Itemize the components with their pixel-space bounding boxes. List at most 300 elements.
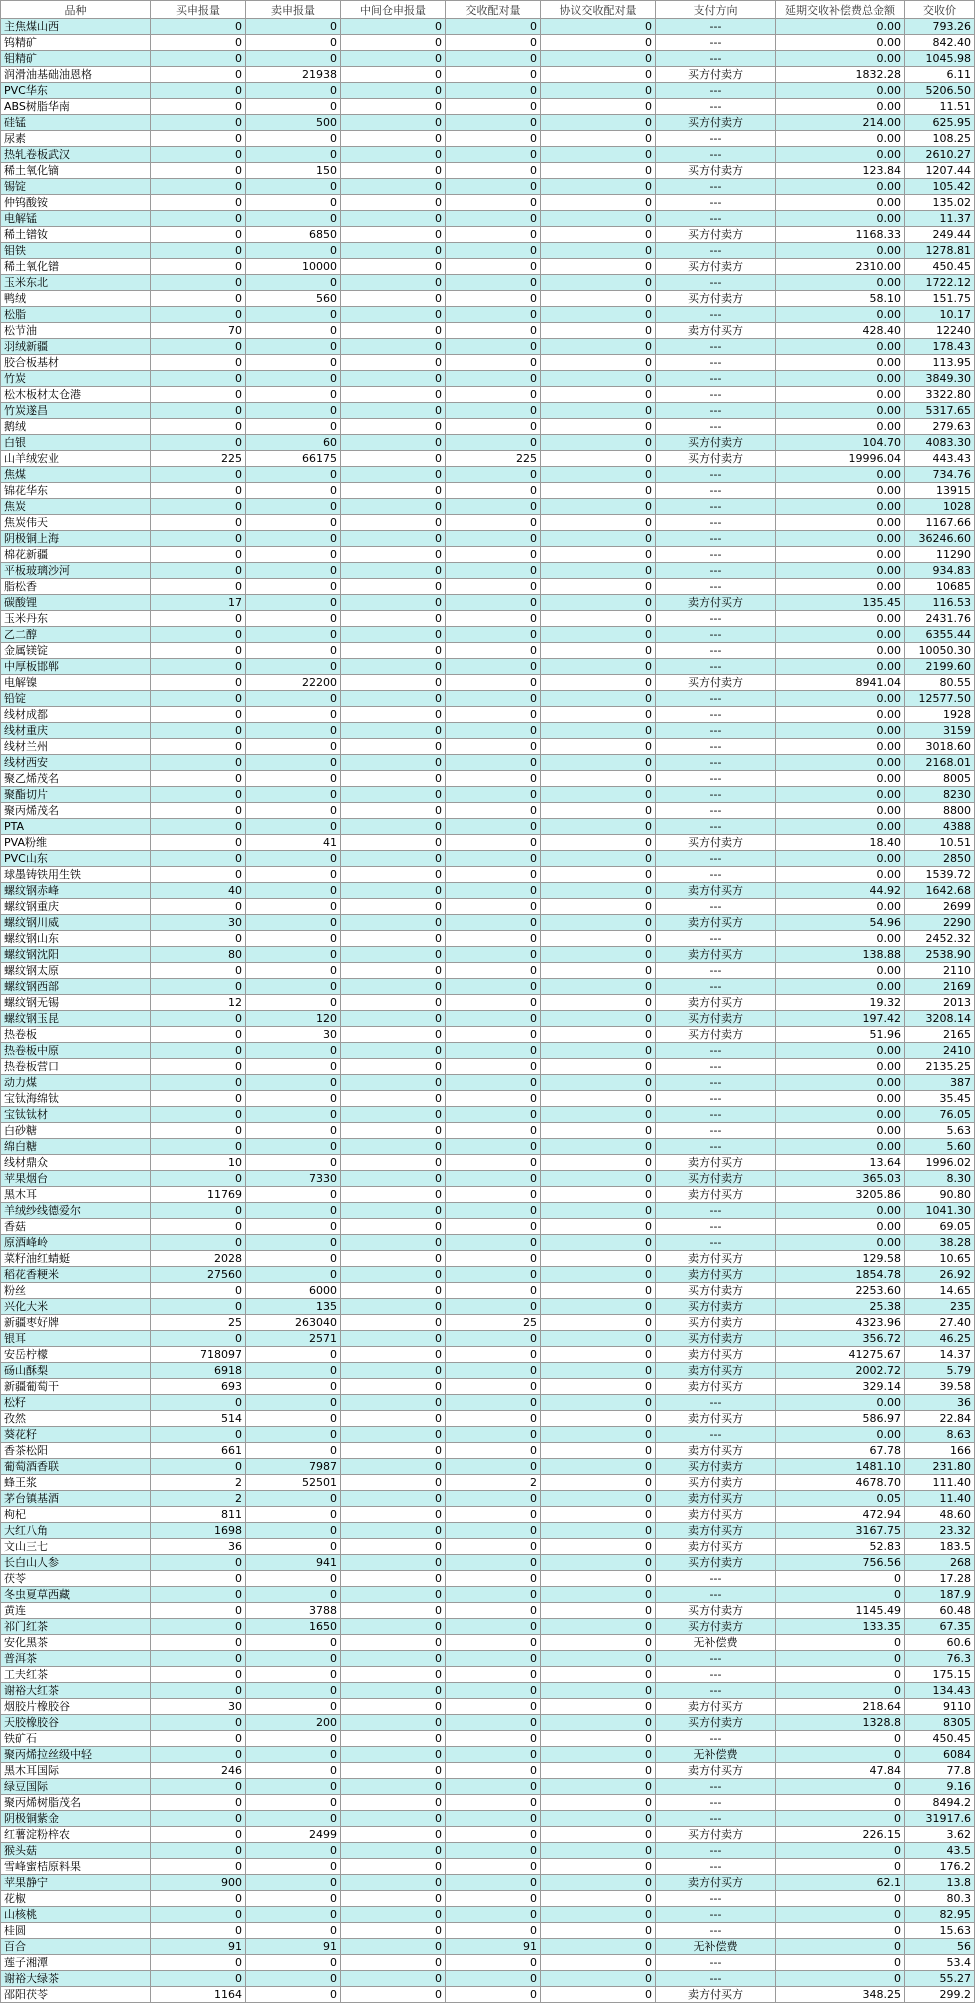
intermediate-quantity-cell: 0: [341, 995, 446, 1011]
compensation-amount-cell: 104.70: [776, 435, 905, 451]
delivery-price-cell: 151.75: [905, 291, 975, 307]
agreement-matched-cell: 0: [541, 1795, 656, 1811]
variety-cell: 脂松香: [1, 579, 151, 595]
sell-quantity-cell: 0: [246, 1891, 341, 1907]
table-body: [1, 19, 975, 2003]
buy-quantity-cell: 0: [151, 1891, 246, 1907]
delivery-price-cell: 5206.50: [905, 83, 975, 99]
matched-quantity-cell: 0: [446, 803, 541, 819]
payment-direction-cell: ---: [656, 1427, 776, 1443]
compensation-amount-cell: 0.00: [776, 131, 905, 147]
compensation-amount-cell: 135.45: [776, 595, 905, 611]
delivery-price-cell: 187.9: [905, 1587, 975, 1603]
delivery-price-cell: 5317.65: [905, 403, 975, 419]
agreement-matched-cell: 0: [541, 227, 656, 243]
table-row: [1, 1123, 975, 1139]
variety-cell: 菜籽油红蜻蜓: [1, 1251, 151, 1267]
buy-quantity-cell: 900: [151, 1875, 246, 1891]
payment-direction-cell: ---: [656, 979, 776, 995]
agreement-matched-cell: 0: [541, 1299, 656, 1315]
matched-quantity-column-header: 交收配对量: [446, 1, 541, 19]
table-row: [1, 211, 975, 227]
compensation-amount-cell: 0.00: [776, 371, 905, 387]
intermediate-quantity-cell: 0: [341, 611, 446, 627]
sell-quantity-cell: 0: [246, 131, 341, 147]
payment-direction-cell: ---: [656, 1923, 776, 1939]
buy-quantity-cell: 0: [151, 979, 246, 995]
table-row: [1, 1011, 975, 1027]
compensation-amount-cell: 2310.00: [776, 259, 905, 275]
agreement-matched-cell: 0: [541, 979, 656, 995]
payment-direction-cell: ---: [656, 387, 776, 403]
table-row: [1, 611, 975, 627]
sell-quantity-cell: 0: [246, 1491, 341, 1507]
buy-quantity-cell: 0: [151, 1139, 246, 1155]
delivery-price-cell: 17.28: [905, 1571, 975, 1587]
variety-cell: 山核桃: [1, 1907, 151, 1923]
compensation-amount-cell: 0.00: [776, 899, 905, 915]
buy-quantity-cell: 0: [151, 1955, 246, 1971]
table-row: [1, 1459, 975, 1475]
intermediate-quantity-cell: 0: [341, 1699, 446, 1715]
buy-quantity-cell: 2: [151, 1475, 246, 1491]
payment-direction-cell: ---: [656, 627, 776, 643]
payment-direction-cell: ---: [656, 131, 776, 147]
intermediate-quantity-cell: 0: [341, 1635, 446, 1651]
intermediate-quantity-cell: 0: [341, 819, 446, 835]
agreement-matched-cell: 0: [541, 1251, 656, 1267]
agreement-matched-cell: 0: [541, 1411, 656, 1427]
agreement-matched-cell: 0: [541, 947, 656, 963]
delivery-price-cell: 15.63: [905, 1923, 975, 1939]
delivery-price-cell: 31917.6: [905, 1811, 975, 1827]
agreement-matched-cell: 0: [541, 1891, 656, 1907]
sell-quantity-cell: 0: [246, 1155, 341, 1171]
compensation-amount-cell: 0.00: [776, 499, 905, 515]
variety-cell: 天胶橡胶谷: [1, 1715, 151, 1731]
delivery-price-cell: 2452.32: [905, 931, 975, 947]
payment-direction-cell: 买方付卖方: [656, 1827, 776, 1843]
buy-quantity-cell: 0: [151, 1395, 246, 1411]
variety-cell: 羊绒纱线德爱尔: [1, 1203, 151, 1219]
matched-quantity-cell: 0: [446, 419, 541, 435]
intermediate-quantity-cell: 0: [341, 867, 446, 883]
compensation-amount-cell: 0: [776, 1683, 905, 1699]
compensation-amount-cell: 0.00: [776, 211, 905, 227]
buy-quantity-cell: 0: [151, 259, 246, 275]
intermediate-quantity-cell: 0: [341, 723, 446, 739]
sell-quantity-cell: 0: [246, 371, 341, 387]
matched-quantity-cell: 0: [446, 1107, 541, 1123]
agreement-matched-cell: 0: [541, 467, 656, 483]
matched-quantity-cell: 0: [446, 131, 541, 147]
payment-direction-cell: 买方付卖方: [656, 435, 776, 451]
variety-cell: ABS树脂华南: [1, 99, 151, 115]
agreement-matched-cell: 0: [541, 739, 656, 755]
agreement-matched-cell: 0: [541, 195, 656, 211]
sell-quantity-cell: 0: [246, 211, 341, 227]
agreement-matched-cell: 0: [541, 1347, 656, 1363]
agreement-matched-cell: 0: [541, 339, 656, 355]
sell-quantity-cell: 0: [246, 883, 341, 899]
payment-direction-cell: ---: [656, 851, 776, 867]
matched-quantity-cell: 0: [446, 227, 541, 243]
variety-cell: 松脂: [1, 307, 151, 323]
matched-quantity-cell: 0: [446, 515, 541, 531]
delivery-price-cell: 77.8: [905, 1763, 975, 1779]
variety-cell: 硅锰: [1, 115, 151, 131]
matched-quantity-cell: 0: [446, 163, 541, 179]
compensation-amount-cell: 0.00: [776, 803, 905, 819]
agreement-matched-cell: 0: [541, 771, 656, 787]
intermediate-quantity-cell: 0: [341, 803, 446, 819]
intermediate-quantity-cell: 0: [341, 35, 446, 51]
delivery-price-cell: 5.60: [905, 1139, 975, 1155]
delivery-price-cell: 35.45: [905, 1091, 975, 1107]
variety-cell: 黄连: [1, 1603, 151, 1619]
sell-quantity-cell: 0: [246, 867, 341, 883]
intermediate-quantity-cell: 0: [341, 1747, 446, 1763]
table-row: [1, 899, 975, 915]
table-row: [1, 1283, 975, 1299]
buy-quantity-cell: 0: [151, 1123, 246, 1139]
compensation-amount-cell: 25.38: [776, 1299, 905, 1315]
sell-quantity-cell: 22200: [246, 675, 341, 691]
intermediate-quantity-cell: 0: [341, 1011, 446, 1027]
matched-quantity-cell: 0: [446, 595, 541, 611]
delivery-price-cell: 13.8: [905, 1875, 975, 1891]
sell-quantity-cell: 6000: [246, 1283, 341, 1299]
delivery-price-cell: 279.63: [905, 419, 975, 435]
delivery-price-cell: 8.30: [905, 1171, 975, 1187]
table-row: [1, 1235, 975, 1251]
sell-quantity-cell: 0: [246, 1395, 341, 1411]
matched-quantity-cell: 0: [446, 931, 541, 947]
agreement-matched-cell: 0: [541, 723, 656, 739]
matched-quantity-cell: 0: [446, 659, 541, 675]
payment-direction-cell: ---: [656, 643, 776, 659]
variety-cell: 玉米丹东: [1, 611, 151, 627]
agreement-matched-cell: 0: [541, 1939, 656, 1955]
agreement-matched-cell: 0: [541, 451, 656, 467]
agreement-matched-cell: 0: [541, 643, 656, 659]
variety-cell: 百合: [1, 1939, 151, 1955]
table-row: [1, 1651, 975, 1667]
table-row: [1, 179, 975, 195]
buy-quantity-cell: 0: [151, 1795, 246, 1811]
intermediate-quantity-cell: 0: [341, 1459, 446, 1475]
delivery-price-cell: 1539.72: [905, 867, 975, 883]
buy-quantity-cell: 0: [151, 211, 246, 227]
sell-quantity-cell: 0: [246, 1635, 341, 1651]
buy-quantity-cell: 0: [151, 1731, 246, 1747]
delivery-price-cell: 10.17: [905, 307, 975, 323]
delivery-price-cell: 76.3: [905, 1651, 975, 1667]
matched-quantity-cell: 0: [446, 1347, 541, 1363]
variety-cell: 长白山人参: [1, 1555, 151, 1571]
delivery-price-cell: 1996.02: [905, 1155, 975, 1171]
agreement-matched-cell: 0: [541, 1027, 656, 1043]
payment-direction-cell: ---: [656, 1891, 776, 1907]
agreement-matched-cell: 0: [541, 1507, 656, 1523]
payment-direction-cell: ---: [656, 243, 776, 259]
variety-cell: 仲钨酸铵: [1, 195, 151, 211]
matched-quantity-cell: 0: [446, 1523, 541, 1539]
agreement-matched-cell: 0: [541, 531, 656, 547]
matched-quantity-cell: 0: [446, 899, 541, 915]
buy-quantity-cell: 0: [151, 803, 246, 819]
variety-cell: 竹炭遂昌: [1, 403, 151, 419]
agreement-matched-cell: 0: [541, 35, 656, 51]
buy-quantity-cell: 0: [151, 419, 246, 435]
sell-quantity-cell: 7987: [246, 1459, 341, 1475]
sell-quantity-cell: 0: [246, 1139, 341, 1155]
sell-quantity-cell: 0: [246, 1043, 341, 1059]
variety-cell: 桂圆: [1, 1923, 151, 1939]
variety-cell: 锡锭: [1, 179, 151, 195]
sell-quantity-cell: 0: [246, 787, 341, 803]
sell-quantity-cell: 0: [246, 1667, 341, 1683]
agreement-matched-cell: 0: [541, 499, 656, 515]
matched-quantity-cell: 0: [446, 947, 541, 963]
sell-quantity-cell: 0: [246, 35, 341, 51]
variety-cell: 谢裕大绿茶: [1, 1971, 151, 1987]
intermediate-quantity-cell: 0: [341, 1363, 446, 1379]
matched-quantity-cell: 0: [446, 851, 541, 867]
table-row: [1, 547, 975, 563]
table-row: [1, 51, 975, 67]
matched-quantity-cell: 0: [446, 1587, 541, 1603]
buy-quantity-cell: 0: [151, 275, 246, 291]
buy-quantity-cell: 0: [151, 1107, 246, 1123]
matched-quantity-cell: 0: [446, 1075, 541, 1091]
sell-quantity-cell: 3788: [246, 1603, 341, 1619]
variety-cell: 主焦煤山西: [1, 19, 151, 35]
buy-quantity-cell: 0: [151, 67, 246, 83]
variety-cell: 猴头菇: [1, 1843, 151, 1859]
table-row: [1, 1091, 975, 1107]
table-row: [1, 851, 975, 867]
sell-quantity-cell: 0: [246, 1779, 341, 1795]
compensation-amount-cell: 0.00: [776, 1395, 905, 1411]
intermediate-quantity-cell: 0: [341, 899, 446, 915]
matched-quantity-cell: 0: [446, 1795, 541, 1811]
table-row: [1, 1155, 975, 1171]
variety-cell: 文山三七: [1, 1539, 151, 1555]
compensation-amount-cell: 0.00: [776, 1107, 905, 1123]
variety-cell: 黑木耳国际: [1, 1763, 151, 1779]
variety-cell: 螺纹钢川威: [1, 915, 151, 931]
table-row: [1, 515, 975, 531]
matched-quantity-cell: 225: [446, 451, 541, 467]
delivery-price-cell: 12240: [905, 323, 975, 339]
variety-cell: 铅锭: [1, 691, 151, 707]
compensation-amount-cell: 4323.96: [776, 1315, 905, 1331]
buy-quantity-cell: 0: [151, 1667, 246, 1683]
intermediate-quantity-cell: 0: [341, 1299, 446, 1315]
table-row: [1, 1267, 975, 1283]
table-row: [1, 1827, 975, 1843]
delivery-price-cell: 3.62: [905, 1827, 975, 1843]
buy-quantity-cell: 0: [151, 1043, 246, 1059]
compensation-amount-cell: 18.40: [776, 835, 905, 851]
table-row: [1, 371, 975, 387]
variety-cell: 螺纹钢玉昆: [1, 1011, 151, 1027]
table-row: [1, 355, 975, 371]
payment-direction-cell: ---: [656, 99, 776, 115]
matched-quantity-cell: 0: [446, 499, 541, 515]
table-row: [1, 1715, 975, 1731]
payment-direction-cell: 买方付卖方: [656, 1715, 776, 1731]
variety-cell: 胶合板基材: [1, 355, 151, 371]
sell-quantity-cell: 0: [246, 1107, 341, 1123]
intermediate-quantity-cell: 0: [341, 1347, 446, 1363]
buy-quantity-cell: 0: [151, 35, 246, 51]
payment-direction-cell: 卖方付买方: [656, 915, 776, 931]
buy-quantity-cell: 0: [151, 371, 246, 387]
matched-quantity-cell: 0: [446, 755, 541, 771]
buy-quantity-cell: 0: [151, 1059, 246, 1075]
variety-cell: 葵花籽: [1, 1427, 151, 1443]
intermediate-quantity-cell: 0: [341, 67, 446, 83]
payment-direction-cell: ---: [656, 483, 776, 499]
intermediate-quantity-cell: 0: [341, 1027, 446, 1043]
variety-cell: 聚乙烯茂名: [1, 771, 151, 787]
compensation-amount-cell: 356.72: [776, 1331, 905, 1347]
intermediate-quantity-cell: 0: [341, 387, 446, 403]
table-row: [1, 947, 975, 963]
compensation-amount-cell: 3167.75: [776, 1523, 905, 1539]
compensation-amount-cell: 0.00: [776, 771, 905, 787]
buy-quantity-cell: 0: [151, 723, 246, 739]
variety-cell: 祁门红茶: [1, 1619, 151, 1635]
buy-quantity-cell: 514: [151, 1411, 246, 1427]
variety-cell: 线材兰州: [1, 739, 151, 755]
compensation-amount-cell: 0.00: [776, 547, 905, 563]
table-row: [1, 739, 975, 755]
agreement-matched-cell: 0: [541, 1379, 656, 1395]
payment-direction-cell: ---: [656, 739, 776, 755]
compensation-amount-cell: 348.25: [776, 1987, 905, 2003]
buy-quantity-cell: 30: [151, 1699, 246, 1715]
variety-cell: 松籽: [1, 1395, 151, 1411]
agreement-matched-cell: 0: [541, 243, 656, 259]
intermediate-quantity-cell: 0: [341, 1811, 446, 1827]
agreement-matched-cell: 0: [541, 1235, 656, 1251]
matched-quantity-cell: 0: [446, 1443, 541, 1459]
compensation-amount-cell: 0.00: [776, 707, 905, 723]
matched-quantity-cell: 0: [446, 435, 541, 451]
compensation-amount-cell: 0.00: [776, 99, 905, 115]
matched-quantity-cell: 0: [446, 1267, 541, 1283]
delivery-price-cell: 3208.14: [905, 1011, 975, 1027]
sell-quantity-cell: 263040: [246, 1315, 341, 1331]
agreement-matched-cell: 0: [541, 899, 656, 915]
variety-cell: 绵白糖: [1, 1139, 151, 1155]
table-row: [1, 1027, 975, 1043]
compensation-amount-cell: 218.64: [776, 1699, 905, 1715]
matched-quantity-cell: 0: [446, 1459, 541, 1475]
table-row: [1, 1779, 975, 1795]
payment-direction-cell: ---: [656, 371, 776, 387]
delivery-price-cell: 175.15: [905, 1667, 975, 1683]
matched-quantity-cell: 0: [446, 1059, 541, 1075]
compensation-amount-cell: 19.32: [776, 995, 905, 1011]
matched-quantity-cell: 0: [446, 1139, 541, 1155]
variety-cell: 稻花香粳米: [1, 1267, 151, 1283]
agreement-matched-cell: 0: [541, 1955, 656, 1971]
buy-quantity-cell: 0: [151, 1331, 246, 1347]
buy-quantity-cell: 0: [151, 1843, 246, 1859]
delivery-price-cell: 231.80: [905, 1459, 975, 1475]
matched-quantity-cell: 0: [446, 371, 541, 387]
table-row: [1, 1363, 975, 1379]
buy-quantity-cell: 0: [151, 179, 246, 195]
variety-cell: 新疆葡萄干: [1, 1379, 151, 1395]
compensation-amount-cell: 0: [776, 1635, 905, 1651]
agreement-matched-cell: 0: [541, 99, 656, 115]
table-row: [1, 115, 975, 131]
variety-cell: 白银: [1, 435, 151, 451]
table-row: [1, 1427, 975, 1443]
intermediate-quantity-cell: 0: [341, 1555, 446, 1571]
compensation-amount-cell: 472.94: [776, 1507, 905, 1523]
compensation-amount-cell: 0.00: [776, 307, 905, 323]
buy-quantity-cell: 0: [151, 1651, 246, 1667]
delivery-price-cell: 36: [905, 1395, 975, 1411]
matched-quantity-cell: 0: [446, 403, 541, 419]
matched-quantity-cell: 0: [446, 1379, 541, 1395]
intermediate-quantity-cell: 0: [341, 1587, 446, 1603]
agreement-matched-cell: 0: [541, 1747, 656, 1763]
intermediate-quantity-cell: 0: [341, 579, 446, 595]
buy-quantity-cell: 0: [151, 1923, 246, 1939]
variety-cell: 聚酯切片: [1, 787, 151, 803]
agreement-matched-cell: 0: [541, 547, 656, 563]
table-row: [1, 147, 975, 163]
sell-quantity-cell: 0: [246, 19, 341, 35]
payment-direction-cell: ---: [656, 339, 776, 355]
matched-quantity-cell: 0: [446, 1363, 541, 1379]
table-row: [1, 979, 975, 995]
table-row: [1, 275, 975, 291]
intermediate-quantity-cell: 0: [341, 627, 446, 643]
table-row: [1, 691, 975, 707]
table-row: [1, 1139, 975, 1155]
agreement-matched-cell: 0: [541, 1539, 656, 1555]
agreement-matched-cell: 0: [541, 835, 656, 851]
matched-quantity-cell: 0: [446, 1683, 541, 1699]
intermediate-quantity-cell: 0: [341, 211, 446, 227]
intermediate-quantity-cell: 0: [341, 1251, 446, 1267]
payment-direction-cell: ---: [656, 1955, 776, 1971]
agreement-matched-cell: 0: [541, 1315, 656, 1331]
payment-direction-cell: 买方付卖方: [656, 259, 776, 275]
buy-quantity-cell: 2028: [151, 1251, 246, 1267]
table-row: [1, 771, 975, 787]
buy-quantity-cell: 0: [151, 835, 246, 851]
variety-cell: 乙二醇: [1, 627, 151, 643]
sell-quantity-cell: 0: [246, 1955, 341, 1971]
intermediate-quantity-cell: 0: [341, 1779, 446, 1795]
intermediate-quantity-cell: 0: [341, 1987, 446, 2003]
delivery-price-cell: 2199.60: [905, 659, 975, 675]
table-row: [1, 499, 975, 515]
matched-quantity-cell: 0: [446, 1715, 541, 1731]
variety-cell: 线材鼎众: [1, 1155, 151, 1171]
intermediate-quantity-cell: 0: [341, 883, 446, 899]
buy-quantity-cell: 0: [151, 1635, 246, 1651]
